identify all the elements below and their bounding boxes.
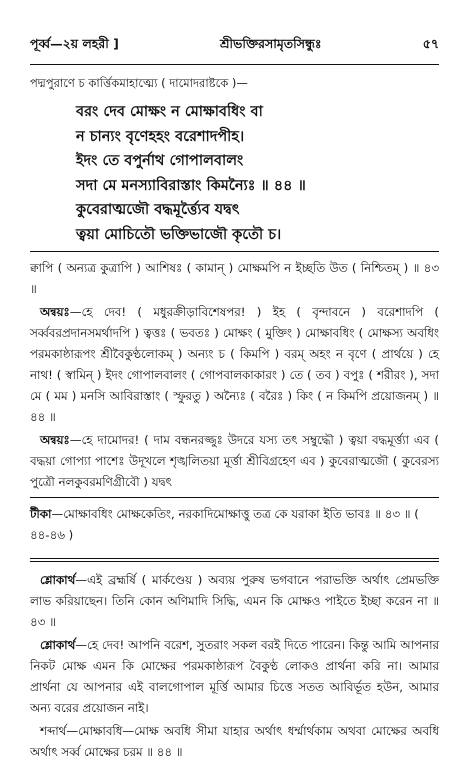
anvaya-paragraph <box>30 302 439 428</box>
tika-paragraph <box>30 504 439 546</box>
verse-line: সদা মে মনস্যাবিরাস্তাং কিমন্যৈঃ ॥ ৪৪ ॥ <box>76 177 306 194</box>
anvaya-text: —হে দামোদর! ( দাম বন্ধনরজ্জুঃ উদরে যস্য তৎ সম্বুদ্ধৌ ) ত্বয়া বদ্ধমূর্ত্ত্যা এব ( বদ্ধয়া গোপ্যা পাশেঃ উদূখলে শৃঙ্খলিতয়া মূর্ত্তা শ্রীবিগ্রহেণ এব ) কুবেরাত্মজৌ ( কুবেরস্য পুত্রৌ নলকুবরমণিগ্রীবৌ ) যদ্বৎ <box>30 433 439 489</box>
verse-line: বরং দেব মোক্ষং ন মোক্ষাবধিং বা <box>76 104 263 120</box>
verse-block <box>30 100 439 247</box>
header-section: পূর্ব্ব—২য় লহরী ] <box>30 36 119 51</box>
verse-line: ইদং তে বপুর্নাথ গোপালবালং <box>76 153 244 169</box>
tika-label: টীকা <box>30 507 52 521</box>
double-rule <box>30 558 439 562</box>
commentary-paragraph: ক্বাপি ( অন্যত্র কুত্রাপি ) আশিষঃ ( কামান্ ) মোক্ষমপি ন ইচ্ছতি উত ( নিশ্চিতম্ ) ॥ ৪৩ ॥ <box>30 261 439 296</box>
page-header <box>30 0 439 56</box>
header-title: শ্রীভক্তিরসামৃতসিন্ধুঃ <box>220 36 322 51</box>
anvaya-label: অন্বয়ঃ <box>40 305 70 319</box>
verse-line: ত্বয়া মোচিতৌ ভক্তিভাজৌ কৃতৌ চ। <box>76 226 282 243</box>
verse-source: পদ্মপুরাণে চ কার্ত্তিকমাহাত্ম্যে ( দামোদরাষ্টকে )— <box>30 76 248 90</box>
shlokartha-paragraph <box>30 570 439 633</box>
anvaya-text: —হে দেব! ( মধুরক্রীড়াবিশেষপর! ) ইহ ( বৃন্দাবনে ) বরেশাদপি ( সর্ব্ববরপ্রদানসমর্থাদপি ) ত্বত্তঃ ( ভবতঃ ) মোক্ষং ( মুক্তিং ) মোক্ষাবধিং ( মোক্ষস্য অবধিং পরমকাষ্ঠারূপং শ্রীবৈকুণ্ঠলোকম্ ) অন্যং চ ( কিমপি ) বরম্ অহং ন বৃণে ( প্রার্থয়ে ) হে নাথ! ( স্বামিন্ ) ইদং গোপালবালং ( গোপবালকাকারং ) তে ( তব ) বপুঃ ( শরীরং ), সদা মে ( মম ) মনসি আবিরাস্তাং ( স্ফুরতু ) অন্যৈঃ ( বরৈঃ ) কিং ( ন কিমপি প্রয়োজনম্ ) ॥ ৪৪ ॥ <box>30 305 439 424</box>
shlokartha-text: —হে দেব! আপনি বরেশ, সুতরাং সকল বরই দিতে পারেন। কিন্তু আমি আপনার নিকট মোক্ষ এমন কি মোক্ষের পরমকাষ্ঠারূপ বৈকুণ্ঠ লোকও প্রার্থনা করি না। আমার প্রার্থনা যে আপনার এই বালগোপাল মূর্ত্তি আমার চিত্তে সতত আবির্ভূত হউন, আমার অন্য বরের প্রয়োজন নাই। <box>30 637 439 715</box>
section-rule <box>30 251 439 252</box>
shlokartha-text: —এই ব্রহ্মর্ষি ( মার্কণ্ডেয় ) অব্যয় পুরুষ ভগবানে পরাভক্তি অর্থাৎ প্রেমভক্তি লাভ করিয়াছেন। তিনি কোন অণিমাদি সিদ্ধি, এমন কি মোক্ষও পাইতে ইচ্ছা করেন না ॥ ৪৩ ॥ <box>30 572 439 629</box>
page-number: ৫৭ <box>422 36 439 51</box>
shabdartha-paragraph: শব্দার্থ—মোক্ষাবধি—মোক্ষ অবধি সীমা যাহার অর্থাৎ ধর্ম্মার্থকাম অথবা মোক্ষের অবধি অর্থাৎ সর্ব্ব মোক্ষের চরম ॥ ৪৪ ॥ <box>30 723 439 759</box>
tika-text: —মোক্ষাবধিং মোক্ষকেতিং, নরকাদিমোক্ষাত্তু তত্র কে যরাকা ইতি ভাবঃ ॥ ৪৩ ॥ ( ৪৪-৪৬ ) <box>30 507 419 542</box>
shlokartha-label: শ্লোকার্থ <box>40 572 76 587</box>
header-rule <box>30 64 439 65</box>
verse-line: ন চান্যং বৃণেহহং বরেশাদপীহ। <box>76 128 245 145</box>
verse-line: কুবেরাত্মজৌ বদ্ধমূর্ত্ত্যৈব যদ্বৎ <box>76 202 240 218</box>
shlokartha-paragraph <box>30 635 439 719</box>
section-rule <box>30 497 439 498</box>
anvaya-paragraph <box>30 430 439 493</box>
shlokartha-label: শ্লোকার্থ <box>40 637 76 652</box>
anvaya-label: অন্বয়ঃ <box>40 433 70 447</box>
